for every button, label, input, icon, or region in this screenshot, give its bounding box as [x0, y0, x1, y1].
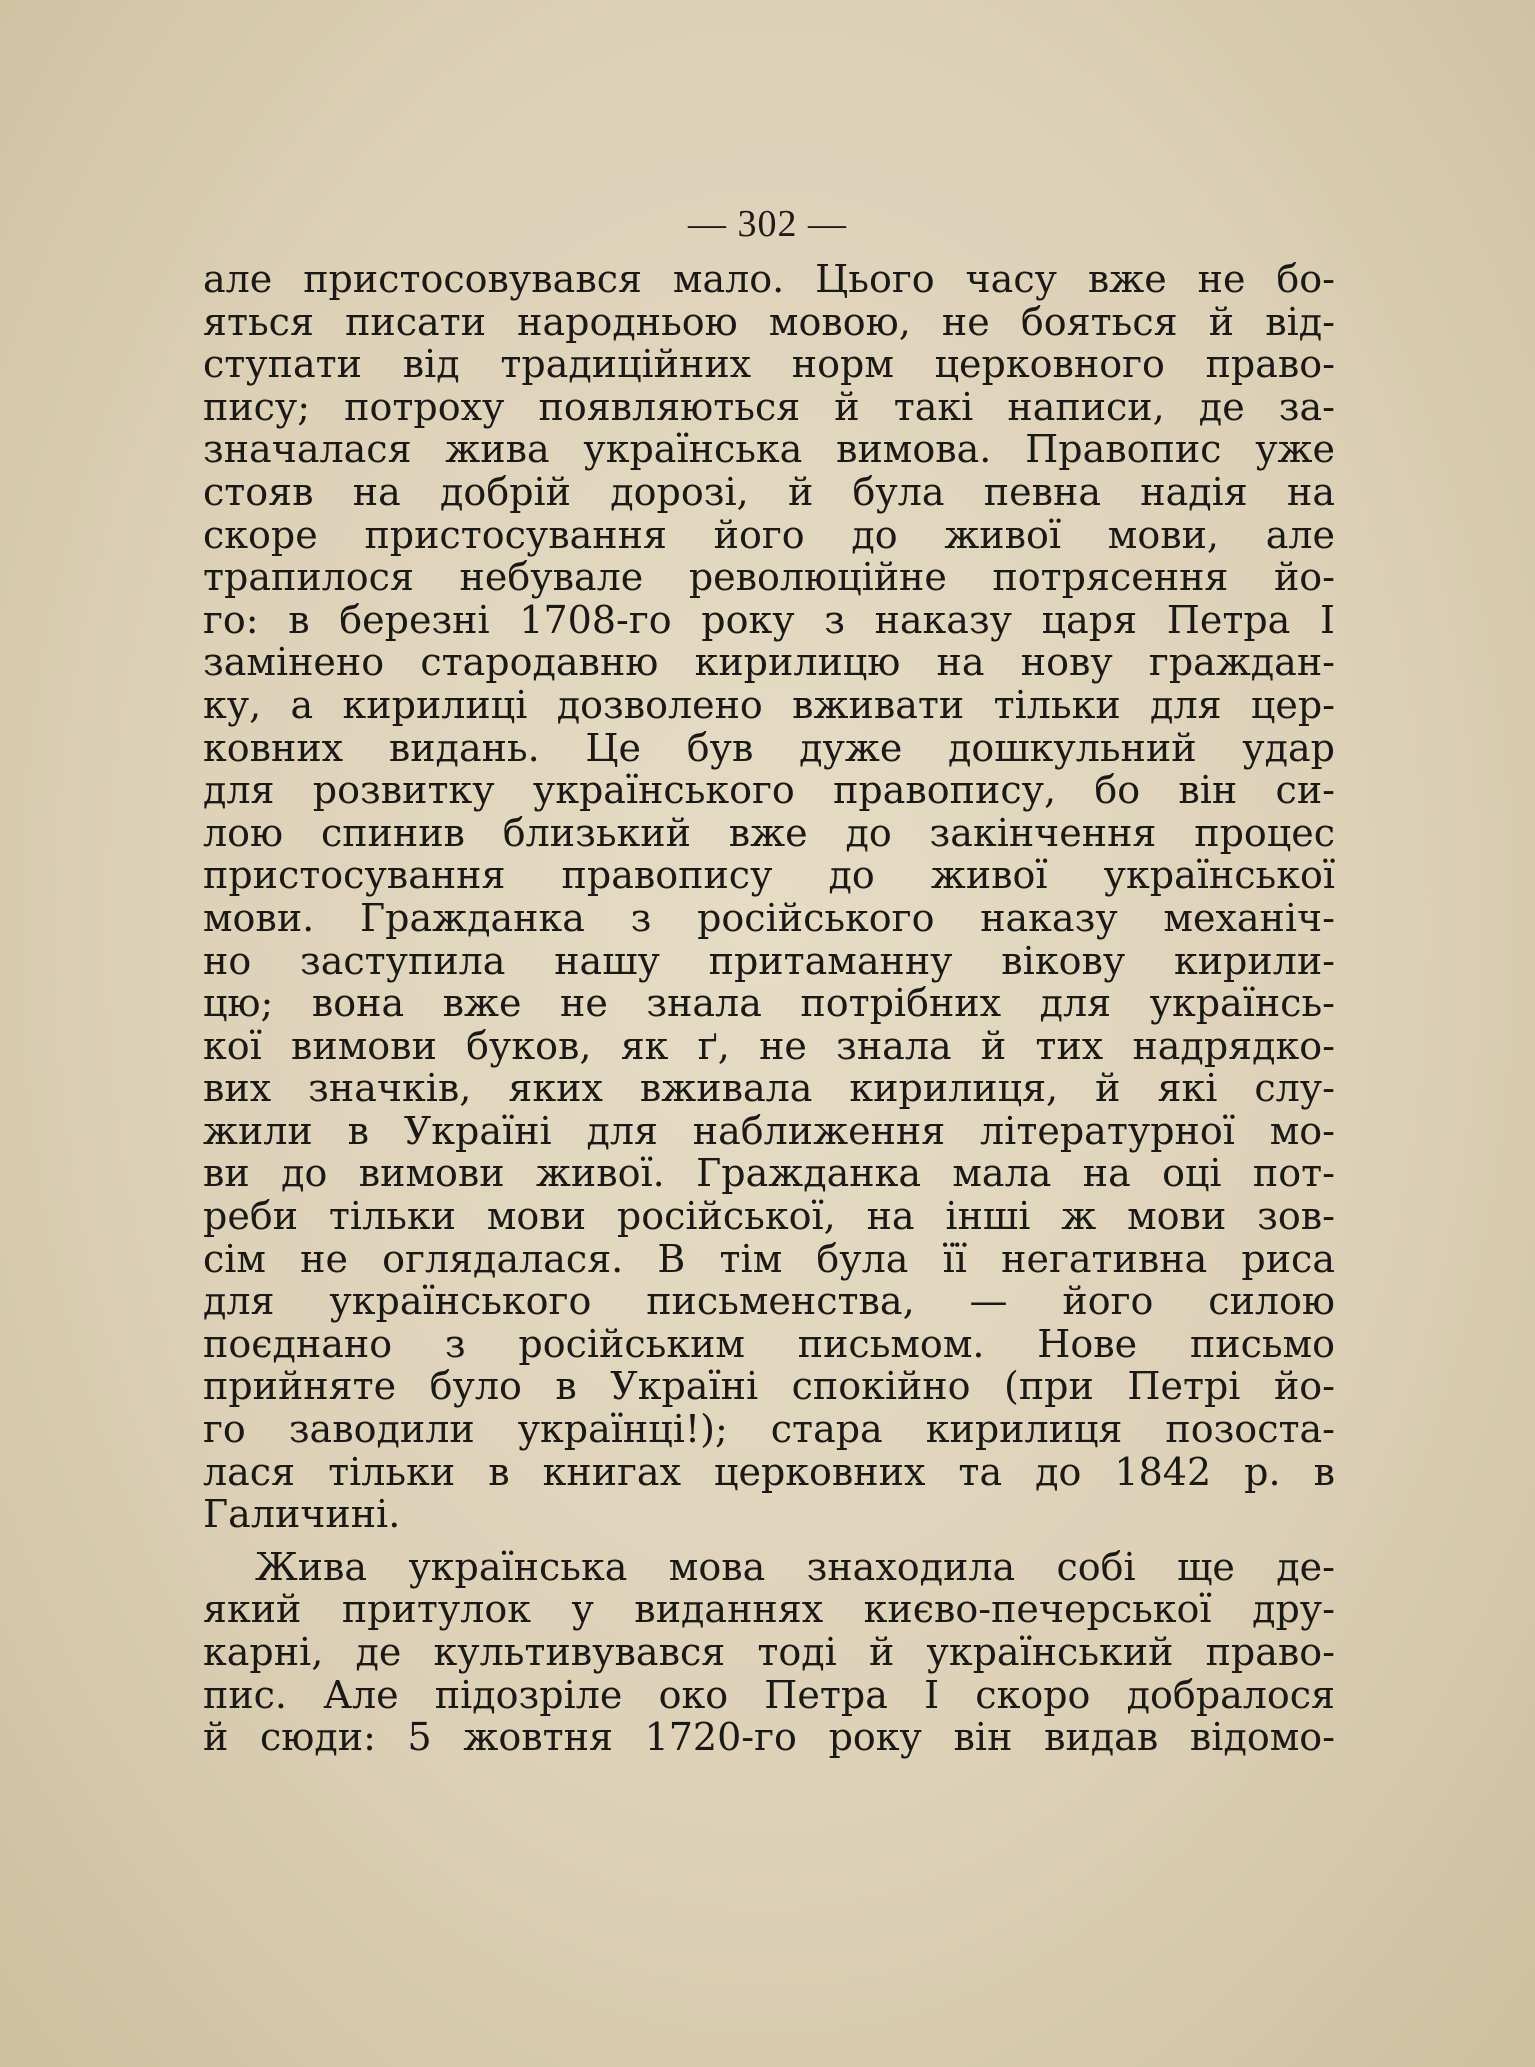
text-line: го: в березні 1708-го року з наказу царя Петра І [203, 597, 1335, 642]
paragraph-2 [203, 1546, 1335, 1759]
text-line: поєднано з російським письмом. Нове письмо [203, 1321, 1335, 1366]
text-line: цю; вона вже не знала потрібних для українсь- [203, 981, 1335, 1026]
text-line: лою спинив близький вже до закінчення процес [203, 810, 1335, 855]
text-line: ковних видань. Це був дуже дошкульний удар [203, 725, 1335, 770]
text-line: лася тільки в книгах церковних та до 1842 р. в [203, 1449, 1335, 1494]
text-line: для українського письменства, — його силою [203, 1279, 1335, 1324]
text-line: кої вимови буков, як ґ, не знала й тих надрядко- [203, 1023, 1335, 1068]
text-line: карні, де культивувався тоді й український право- [203, 1630, 1335, 1674]
page-number: — 302 — [688, 203, 847, 245]
text-line: пис. Але підозріле око Петра І скоро добралося [203, 1672, 1335, 1717]
text-line: Галичині. [203, 1492, 401, 1537]
text-line: пристосування правопису до живої української [203, 853, 1335, 898]
text-line: реби тільки мови російської, на інші ж мови зов- [203, 1194, 1335, 1239]
text-line: Жива українська мова знаходила собі ще де- [255, 1544, 1335, 1589]
text-line: прийняте було в Україні спокійно (при Петрі йо- [203, 1364, 1335, 1409]
text-line: но заступила нашу притаманну вікову кирили- [203, 938, 1335, 983]
text-line: жили в Україні для наближення літературної мо- [203, 1108, 1335, 1153]
text-line: й сюди: 5 жовтня 1720-го року він видав відомо- [203, 1715, 1335, 1760]
text-line: мови. Гражданка з російського наказу механіч- [203, 895, 1335, 940]
text-line: трапилося небувале революційне потрясення йо- [203, 555, 1335, 600]
text-line: замінено стародавню кирилицю на нову граждан- [203, 640, 1335, 685]
text-line: для розвитку українського правопису, бо він си- [203, 768, 1335, 813]
text-line: яться писати народньою мовою, не бояться й від- [203, 299, 1335, 344]
body-text [203, 258, 1335, 1759]
text-line: ку, а кирилиці дозволено вживати тільки для цер- [203, 682, 1335, 727]
text-line: ступати від традиційних норм церковного право- [203, 342, 1335, 387]
text-line: який притулок у виданнях києво-печерської дру- [203, 1587, 1335, 1632]
text-line: сім не оглядалася. В тім була її негативна риса [203, 1236, 1335, 1281]
text-line: але пристосовувався мало. Цього часу вже не бо- [203, 257, 1335, 301]
text-line: стояв на добрій дорозі, й була певна надія на [203, 469, 1335, 514]
text-line: го заводили українці!); стара кирилиця позоста- [203, 1407, 1335, 1452]
text-line: значалася жива українська вимова. Правопис уже [203, 427, 1335, 472]
text-line: вих значків, яких вживала кирилиця, й які слу- [203, 1066, 1335, 1111]
text-line: пису; потроху появляються й такі написи, де за- [203, 384, 1335, 429]
paragraph-1 [203, 258, 1335, 1536]
text-line: ви до вимови живої. Гражданка мала на оці пот- [203, 1151, 1335, 1196]
text-line: скоре пристосування його до живої мови, але [203, 512, 1335, 557]
